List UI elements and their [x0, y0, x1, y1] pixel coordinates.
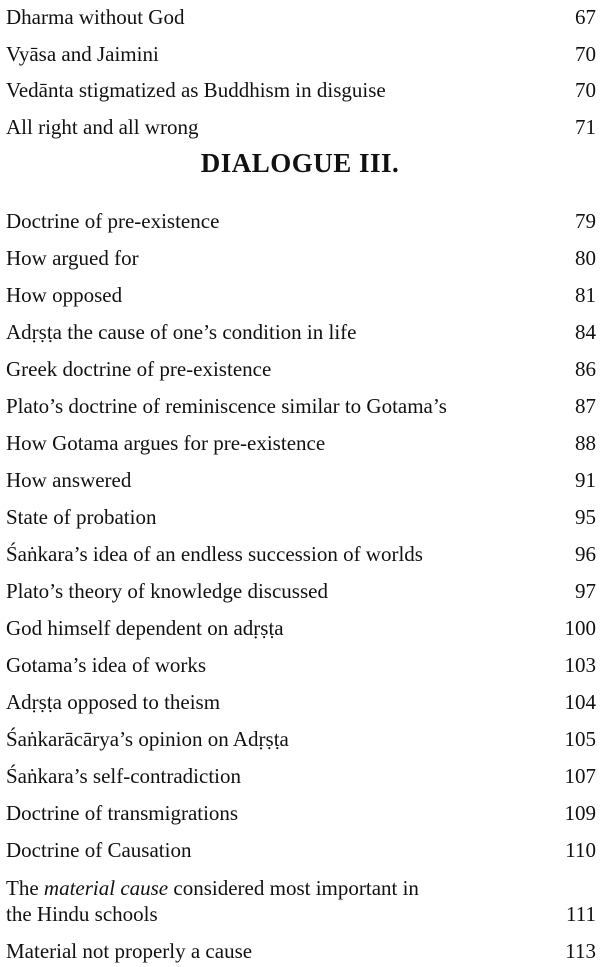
toc-entry-title: Śaṅkarācārya’s opinion on Adṛṣṭa [6, 727, 289, 751]
toc-entry-title: Gotama’s idea of works [6, 653, 207, 677]
toc-entry-page: 109 [564, 801, 596, 825]
toc-entry-page: 111 [566, 902, 596, 926]
toc-entry-page: 91 [575, 468, 596, 492]
toc-entry-title-rest: considered most important in [168, 876, 419, 900]
toc-entry-page: 110 [565, 838, 596, 862]
toc-entry [6, 615, 596, 641]
toc-entry-page: 86 [575, 357, 596, 381]
toc-entry-title: Plato’s doctrine of reminiscence similar to Gotama’s [6, 394, 447, 418]
toc-entry-title: Plato’s theory of knowledge discussed [6, 579, 328, 603]
toc-entry [6, 467, 596, 493]
toc-entry-page: 113 [565, 939, 596, 963]
toc-entry-title: Doctrine of transmigrations [6, 801, 239, 825]
toc-entry-page: 104 [564, 690, 596, 714]
toc-entry-title: Greek doctrine of pre-existence [6, 357, 272, 381]
section-heading: DIALOGUE III. [200, 148, 400, 178]
toc-entry-title: Vedānta stigmatized as Buddhism in disguise [6, 78, 386, 102]
toc-entry-page: 97 [575, 579, 596, 603]
toc-entry-title: How answered [6, 468, 132, 492]
toc-entry [6, 114, 596, 140]
toc-entry-title: Vyāsa and Jaimini [6, 42, 159, 66]
toc-entry [6, 208, 596, 234]
toc-entry [6, 689, 596, 715]
toc-entry [6, 837, 596, 863]
toc-entry-page: 87 [575, 394, 596, 418]
toc-entry-page: 88 [575, 431, 596, 455]
toc-entry-title-prefix: The [6, 876, 44, 900]
toc-entry-title: Material not properly a cause [6, 939, 253, 963]
toc-entry-page: 103 [564, 653, 596, 677]
toc-entry-title: Doctrine of Causation [6, 838, 192, 862]
toc-entry-title: Śaṅkara’s self-contradiction [6, 764, 241, 788]
toc-entry-page: 84 [575, 320, 596, 344]
toc-entry-title: Adṛṣṭa the cause of one’s condition in life [6, 320, 357, 344]
toc-entry [6, 356, 596, 382]
toc-entry-title: How opposed [6, 283, 123, 307]
toc-entry-title: God himself dependent on adṛṣṭa [6, 616, 284, 640]
toc-entry-page: 100 [564, 616, 596, 640]
toc-entry [6, 77, 596, 103]
toc-entry [6, 578, 596, 604]
toc-entry-title: Dharma without God [6, 5, 185, 29]
toc-entry-title: How Gotama argues for pre-existence [6, 431, 326, 455]
toc-entry-page: 80 [575, 246, 596, 270]
toc-entry-title: How argued for [6, 246, 139, 270]
toc-entry [6, 282, 596, 308]
toc-entry-page: 96 [575, 542, 596, 566]
toc-entry-title: All right and all wrong [6, 115, 199, 139]
toc-entry [6, 726, 596, 752]
toc-entry [6, 763, 596, 789]
toc-entry-title: Śaṅkara’s idea of an endless succession of worlds [6, 542, 423, 566]
toc-entry-page: 79 [575, 209, 596, 233]
toc-entry-page: 81 [575, 283, 596, 307]
toc-entry-page: 67 [575, 5, 596, 29]
toc-entry-page: 95 [575, 505, 596, 529]
toc-entry [6, 652, 596, 678]
toc-entry-title: State of probation [6, 505, 157, 529]
toc-entry-title-emphasis: material cause [43, 876, 169, 900]
toc-entry-page: 71 [575, 115, 596, 139]
toc-entry [6, 800, 596, 826]
toc-entry [6, 938, 596, 964]
toc-entry-title: Adṛṣṭa opposed to theism [6, 690, 221, 714]
toc-entry [6, 41, 596, 67]
toc-entry [6, 541, 596, 567]
toc-entry [6, 319, 596, 345]
toc-entry-title [6, 875, 596, 927]
toc-entry-page: 70 [575, 78, 596, 102]
toc-entry-title-line2: the Hindu schools [6, 902, 158, 926]
toc-entry-multiline [6, 875, 596, 927]
toc-entry [6, 393, 596, 419]
toc-entry [6, 430, 596, 456]
toc-entry [6, 245, 596, 271]
toc-entry [6, 504, 596, 530]
toc-entry-title: Doctrine of pre-existence [6, 209, 220, 233]
toc-entry-page: 105 [564, 727, 596, 751]
toc-entry [6, 4, 596, 30]
toc-entry-page: 70 [575, 42, 596, 66]
toc-entry-page: 107 [564, 764, 596, 788]
